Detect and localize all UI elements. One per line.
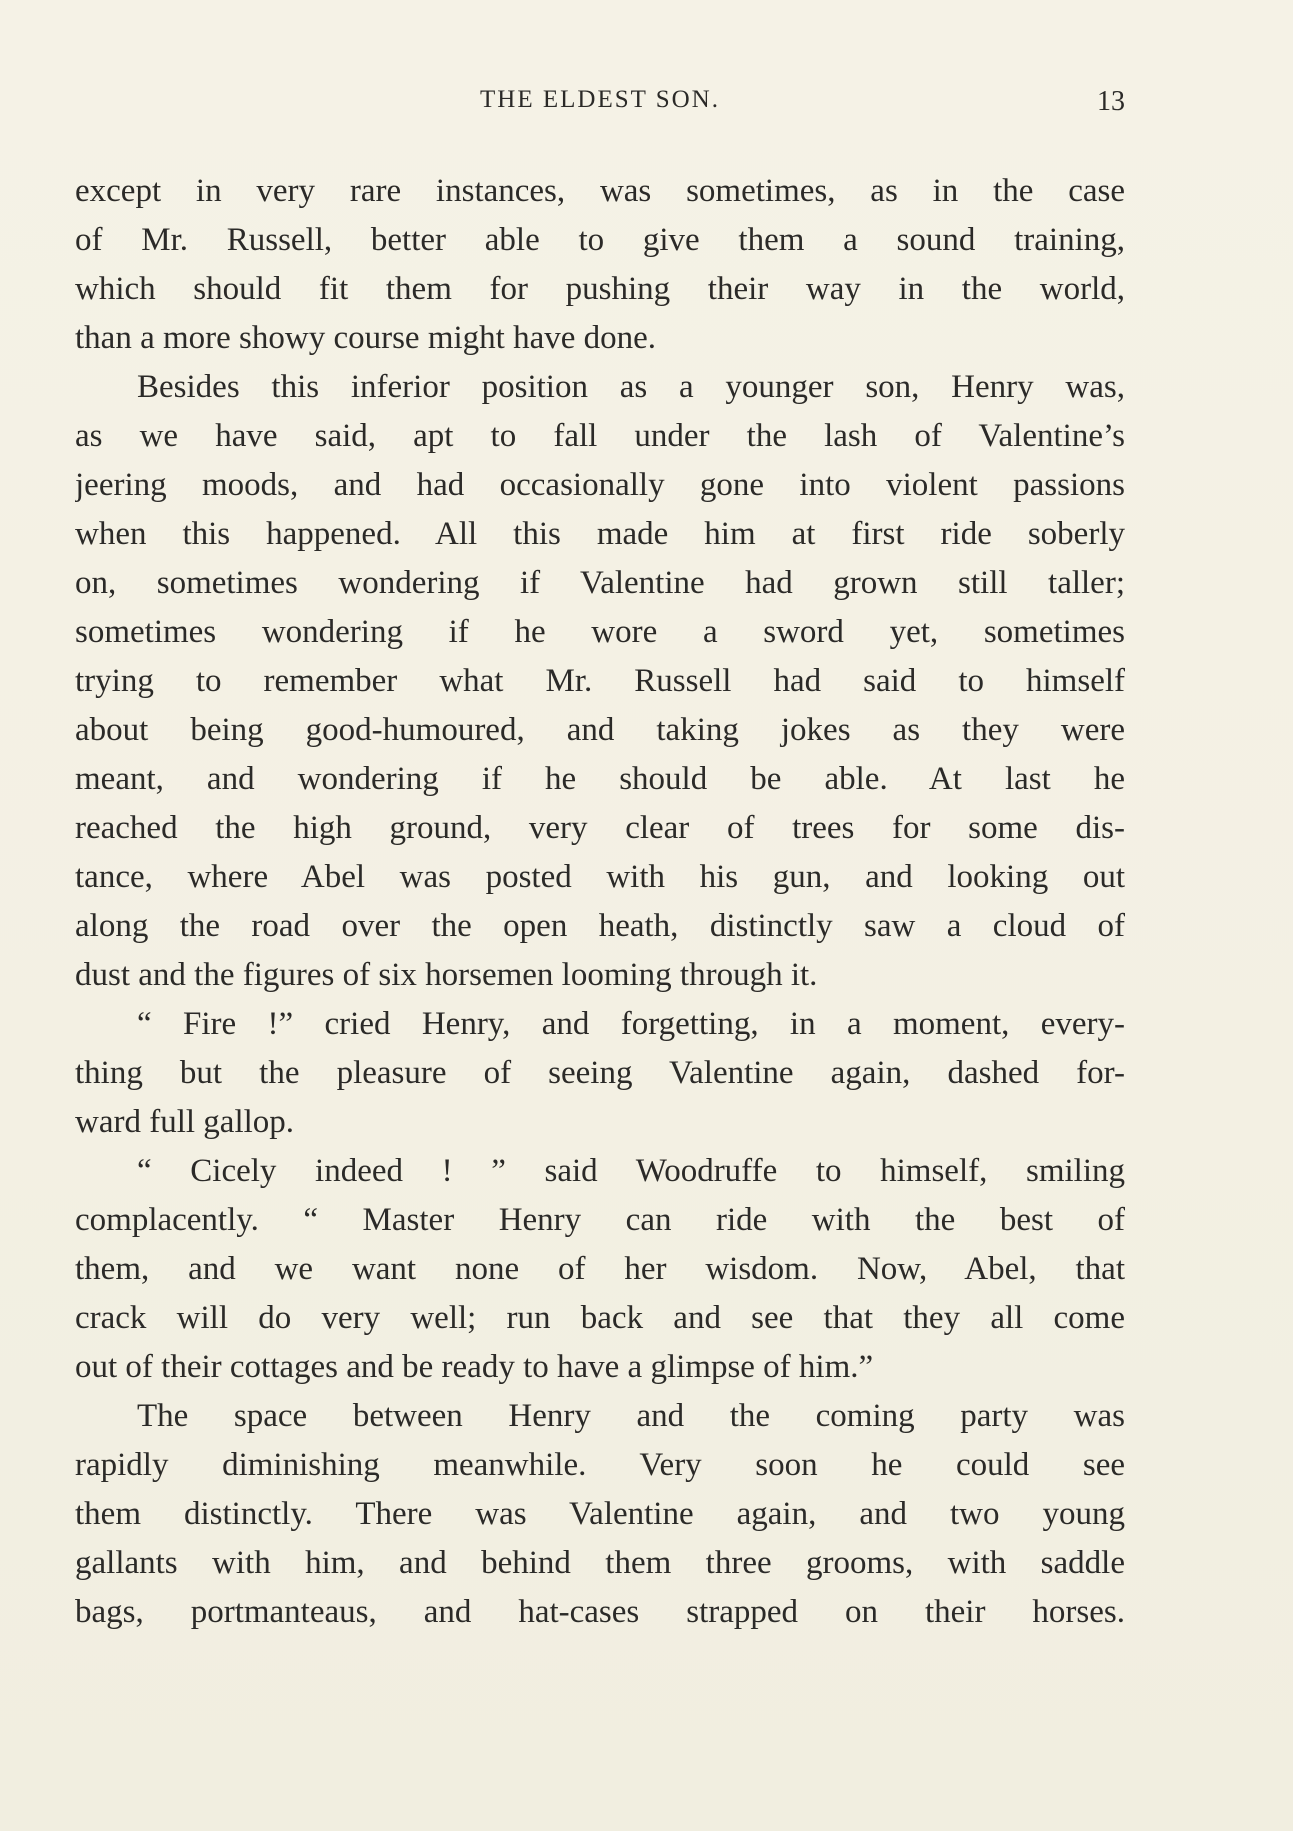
running-head — [75, 86, 1125, 120]
text-line: gallants with him, and behind them three grooms, with saddle — [75, 1545, 1125, 1581]
text-line: on, sometimes wondering if Valentine had grown still taller; — [75, 565, 1125, 601]
text-line: bags, portmanteaus, and hat-cases strapped on their horses. — [75, 1594, 1125, 1630]
text-line: of Mr. Russell, better able to give them a sound training, — [75, 222, 1125, 258]
text-line: Besides this inferior position as a younger son, Henry was, — [137, 369, 1125, 405]
text-line: sometimes wondering if he wore a sword yet, sometimes — [75, 614, 1125, 650]
text-line: thing but the pleasure of seeing Valentine again, dashed for- — [75, 1055, 1125, 1091]
running-title: THE ELDEST SON. — [480, 86, 720, 113]
page-number: 13 — [1097, 86, 1125, 117]
text-line: which should fit them for pushing their way in the world, — [75, 271, 1125, 307]
text-line: them distinctly. There was Valentine again, and two young — [75, 1496, 1125, 1532]
body-text — [75, 167, 1125, 1637]
text-line: crack will do very well; run back and see that they all come — [75, 1300, 1125, 1336]
text-line: tance, where Abel was posted with his gun, and looking out — [75, 859, 1125, 895]
text-line: along the road over the open heath, distinctly saw a cloud of — [75, 908, 1125, 944]
text-line: reached the high ground, very clear of trees for some dis- — [75, 810, 1125, 846]
text-line: them, and we want none of her wisdom. Now, Abel, that — [75, 1251, 1125, 1287]
text-line: complacently. “ Master Henry can ride with the best of — [75, 1202, 1125, 1238]
text-line: as we have said, apt to fall under the lash of Valentine’s — [75, 418, 1125, 454]
text-line: about being good-humoured, and taking jokes as they were — [75, 712, 1125, 748]
text-line: ward full gallop. — [75, 1104, 295, 1140]
text-line: than a more showy course might have done. — [75, 320, 657, 356]
text-line: when this happened. All this made him at first ride soberly — [75, 516, 1125, 552]
text-line: “ Cicely indeed ! ” said Woodruffe to himself, smiling — [137, 1153, 1125, 1189]
text-line: meant, and wondering if he should be able. At last he — [75, 761, 1125, 797]
text-line: trying to remember what Mr. Russell had said to himself — [75, 663, 1125, 699]
text-line: The space between Henry and the coming party was — [137, 1398, 1125, 1434]
text-line: “ Fire !” cried Henry, and forgetting, in a moment, every- — [137, 1006, 1125, 1042]
text-line: out of their cottages and be ready to have a glimpse of him.” — [75, 1349, 874, 1385]
text-line: except in very rare instances, was sometimes, as in the case — [75, 173, 1125, 209]
text-line: jeering moods, and had occasionally gone into violent passions — [75, 467, 1125, 503]
text-line: rapidly diminishing meanwhile. Very soon he could see — [75, 1447, 1125, 1483]
text-line: dust and the figures of six horsemen looming through it. — [75, 957, 818, 993]
